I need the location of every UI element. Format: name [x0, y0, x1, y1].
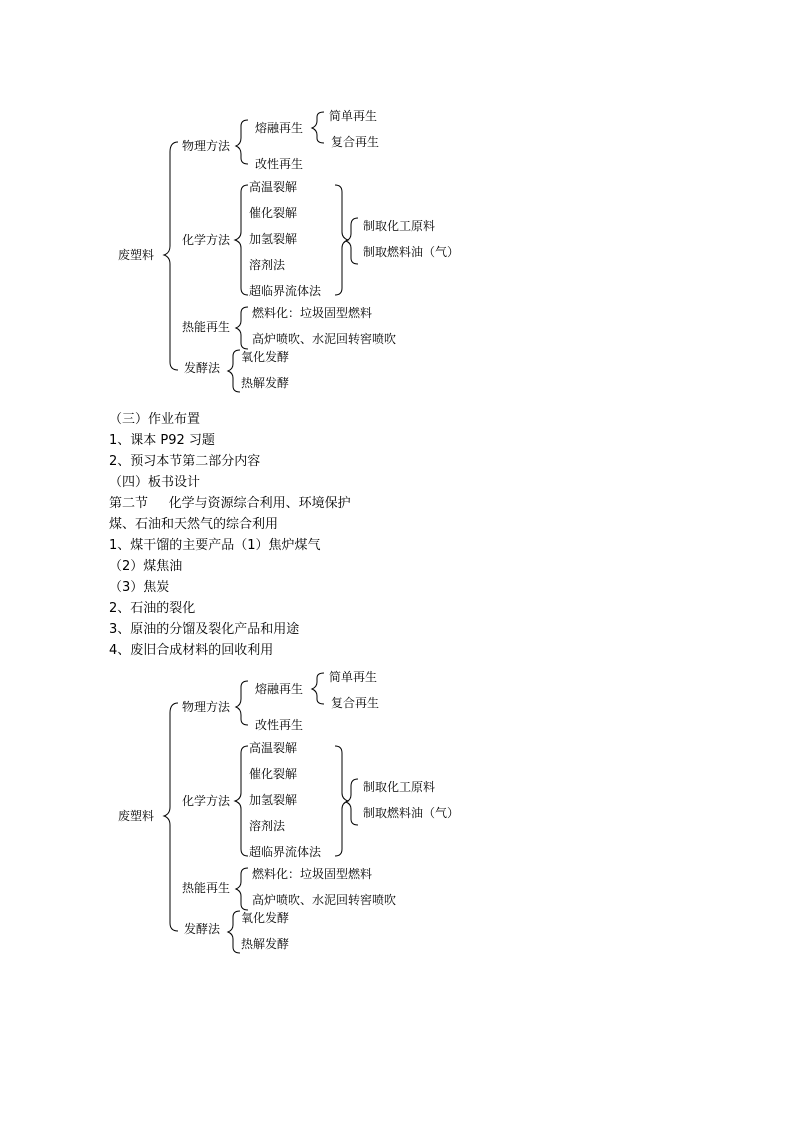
branch-ferment: 发酵法 [184, 922, 221, 936]
node-modified-regen: 改性再生 [255, 157, 304, 171]
node-thermal-1: 燃料化：垃圾固型燃料 [252, 867, 373, 881]
node-chem-4: 溶剂法 [249, 819, 286, 833]
node-thermal-2: 高炉喷吹、水泥回转窖喷吹 [252, 893, 397, 907]
classification-diagram-1 [0, 100, 794, 400]
brace-melt [312, 673, 324, 704]
node-chem-3: 加氢裂解 [249, 793, 298, 807]
node-thermal-1: 燃料化：垃圾固型燃料 [252, 306, 373, 320]
node-chem-5: 超临界流体法 [249, 845, 322, 859]
root-label: 废塑料 [118, 248, 155, 262]
text-line-12: 4、废旧合成材料的回收利用 [109, 643, 274, 658]
text-line-8: （2）煤焦油 [109, 559, 183, 574]
brace-root [164, 703, 178, 931]
brace-root [164, 142, 178, 370]
branch-physical: 物理方法 [182, 139, 231, 153]
branch-thermal: 热能再生 [182, 320, 231, 334]
node-melt-regen: 熔融再生 [255, 682, 304, 696]
brace-ferment [228, 350, 240, 392]
node-chem-5: 超临界流体法 [249, 284, 322, 298]
node-simple-regen: 简单再生 [329, 109, 378, 123]
node-chem-4: 溶剂法 [249, 258, 286, 272]
text-line-7: 1、煤干馏的主要产品（1）焦炉煤气 [109, 538, 321, 553]
brace-physical [236, 681, 248, 725]
node-output-1: 制取化工原料 [363, 219, 436, 233]
brace-chem-right [335, 746, 348, 856]
root-label: 废塑料 [118, 809, 155, 823]
node-simple-regen: 简单再生 [329, 670, 378, 684]
branch-chemical: 化学方法 [182, 794, 231, 808]
brace-chem-right [335, 185, 348, 295]
text-line-1: （三）作业布置 [109, 412, 201, 427]
node-composite-regen: 复合再生 [331, 135, 380, 149]
node-ferment-1: 氧化发酵 [241, 350, 290, 364]
text-line-2: 1、课本 P92 习题 [109, 433, 215, 448]
node-output-2: 制取燃料油（气） [363, 806, 460, 820]
text-line-9: （3）焦炭 [109, 580, 170, 595]
node-chem-2: 催化裂解 [249, 767, 298, 781]
board-design-text [109, 409, 351, 661]
node-chem-2: 催化裂解 [249, 206, 298, 220]
branch-chemical: 化学方法 [182, 233, 231, 247]
text-line-5: 第二节 化学与资源综合利用、环境保护 [109, 496, 351, 511]
text-line-4: （四）板书设计 [109, 475, 201, 490]
brace-thermal [236, 868, 248, 910]
brace-chemical [235, 185, 248, 295]
node-ferment-1: 氧化发酵 [241, 911, 290, 925]
brace-ferment [228, 911, 240, 953]
classification-diagram-2 [0, 661, 794, 961]
node-ferment-2: 热解发酵 [241, 376, 290, 390]
node-output-2: 制取燃料油（气） [363, 245, 460, 259]
node-chem-1: 高温裂解 [249, 741, 298, 755]
text-line-3: 2、预习本节第二部分内容 [109, 454, 261, 469]
branch-physical: 物理方法 [182, 700, 231, 714]
text-line-6: 煤、石油和天然气的综合利用 [109, 517, 279, 532]
brace-outputs [346, 779, 358, 825]
node-composite-regen: 复合再生 [331, 696, 380, 710]
node-thermal-2: 高炉喷吹、水泥回转窖喷吹 [252, 332, 397, 346]
text-line-10: 2、石油的裂化 [109, 601, 196, 616]
node-chem-1: 高温裂解 [249, 180, 298, 194]
brace-thermal [236, 307, 248, 349]
branch-ferment: 发酵法 [184, 361, 221, 375]
brace-outputs [346, 218, 358, 264]
branch-thermal: 热能再生 [182, 881, 231, 895]
node-modified-regen: 改性再生 [255, 718, 304, 732]
brace-chemical [235, 746, 248, 856]
brace-physical [236, 120, 248, 164]
node-ferment-2: 热解发酵 [241, 937, 290, 951]
brace-melt [312, 112, 324, 143]
node-output-1: 制取化工原料 [363, 780, 436, 794]
text-line-11: 3、原油的分馏及裂化产品和用途 [109, 622, 300, 637]
node-melt-regen: 熔融再生 [255, 121, 304, 135]
node-chem-3: 加氢裂解 [249, 232, 298, 246]
